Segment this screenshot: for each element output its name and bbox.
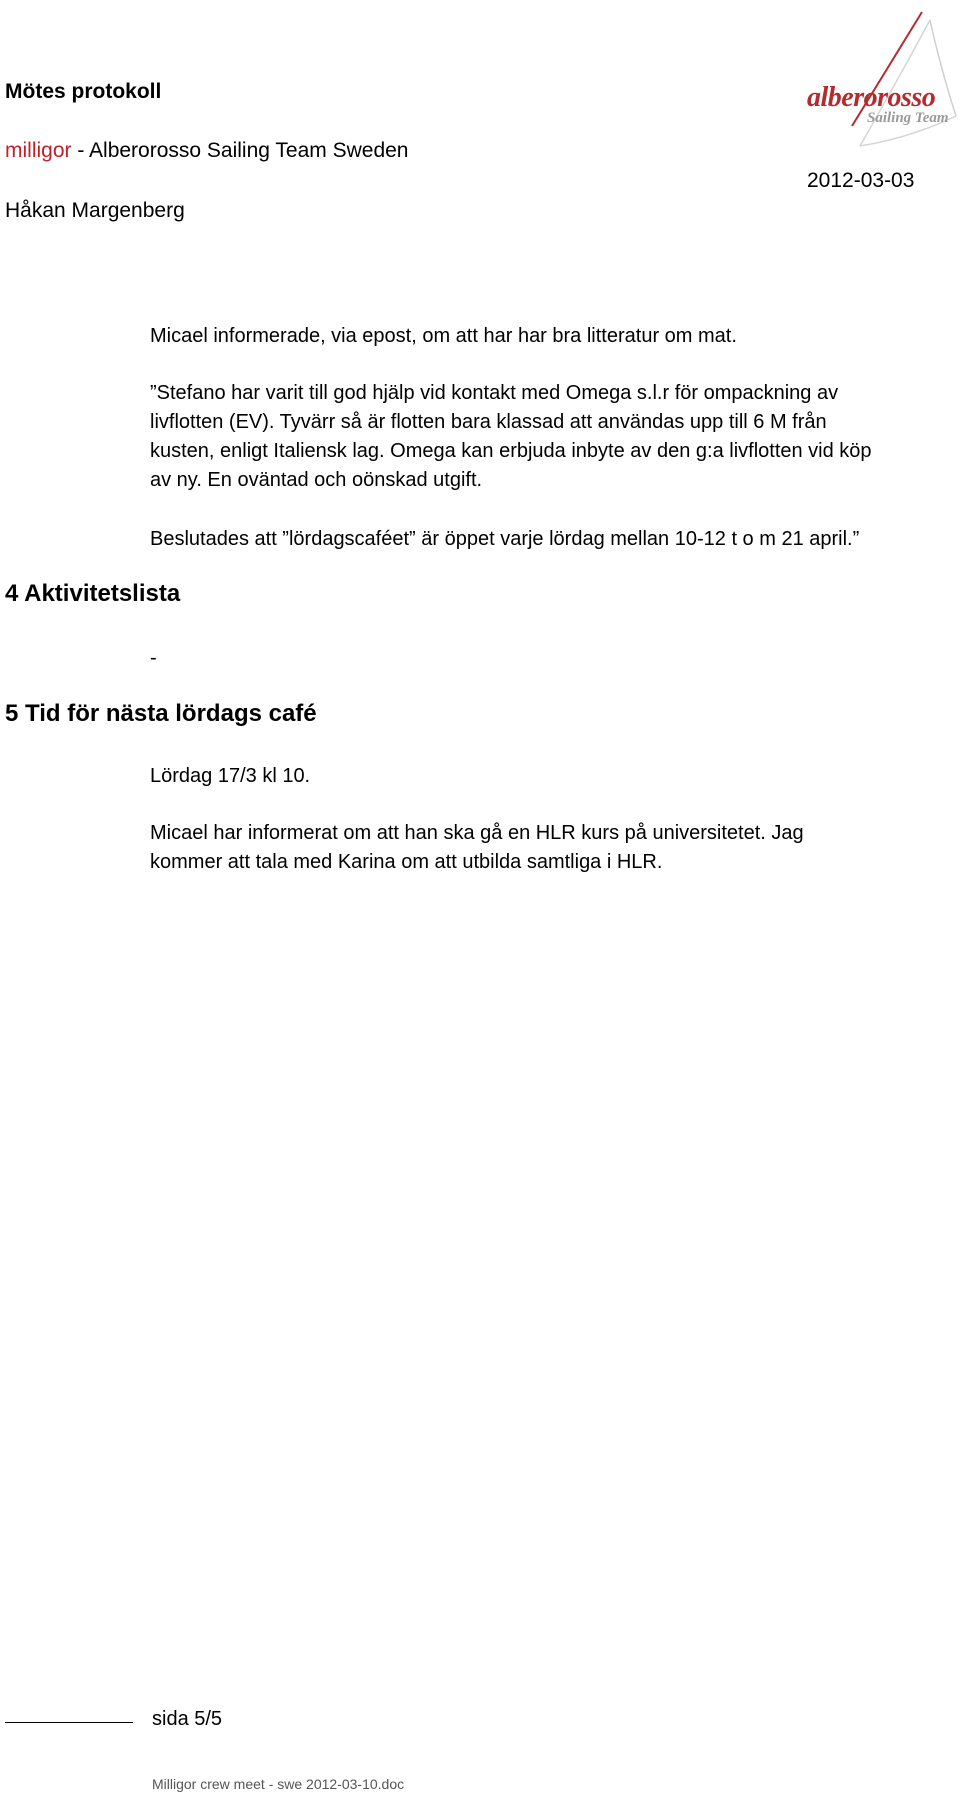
page-number: sida 5/5 [152,1708,223,1730]
organization-line [5,139,408,163]
alberorosso-logo [790,6,960,156]
activity-list-item: - [150,647,157,669]
paragraph-hlr [150,819,960,877]
author-name: Håkan Margenberg [5,199,185,222]
logo-brand-text: alberorosso [807,82,936,113]
paragraph-next-date: Lördag 17/3 kl 10. [150,765,311,787]
logo-subtitle-text: Sailing Team [867,110,949,126]
footer-rule [5,1722,133,1723]
organization-suffix: - Alberorosso Sailing Team Sweden [71,139,409,162]
paragraph-omega-line: ”Stefano har varit till god hjälp vid kontakt med Omega s.l.r för ompackning av [150,382,839,404]
paragraph-omega-line: livflotten (EV). Tyvärr så är flotten bara klassad att användas upp till 6 M från [150,411,827,433]
paragraph-hlr-line: Micael har informerat om att han ska gå en HLR kurs på universitetet. Jag [150,822,804,844]
paragraph-omega-line: kusten, enligt Italiensk lag. Omega kan erbjuda inbyte av den g:a livflotten vid köp [150,440,872,462]
paragraph-omega [150,379,960,495]
organization-prefix: milligor [5,139,72,162]
section-heading-next-cafe: 5 Tid för nästa lördags café [5,700,317,727]
document-title: Mötes protokoll [5,80,162,103]
paragraph-cafe-decision: Beslutades att ”lördagscaféet” är öppet varje lördag mellan 10-12 t o m 21 april.” [150,528,860,550]
footer-filename: Milligor crew meet - swe 2012-03-10.doc [152,1776,405,1792]
section-heading-activity-list: 4 Aktivitetslista [5,580,181,607]
document-date: 2012-03-03 [807,169,915,192]
paragraph-hlr-line: kommer att tala med Karina om att utbilda samtliga i HLR. [150,851,663,873]
paragraph-omega-line: av ny. En oväntad och oönskad utgift. [150,469,483,491]
paragraph-literature: Micael informerade, via epost, om att har har bra litteratur om mat. [150,325,737,347]
sail-logo-icon [790,6,960,156]
